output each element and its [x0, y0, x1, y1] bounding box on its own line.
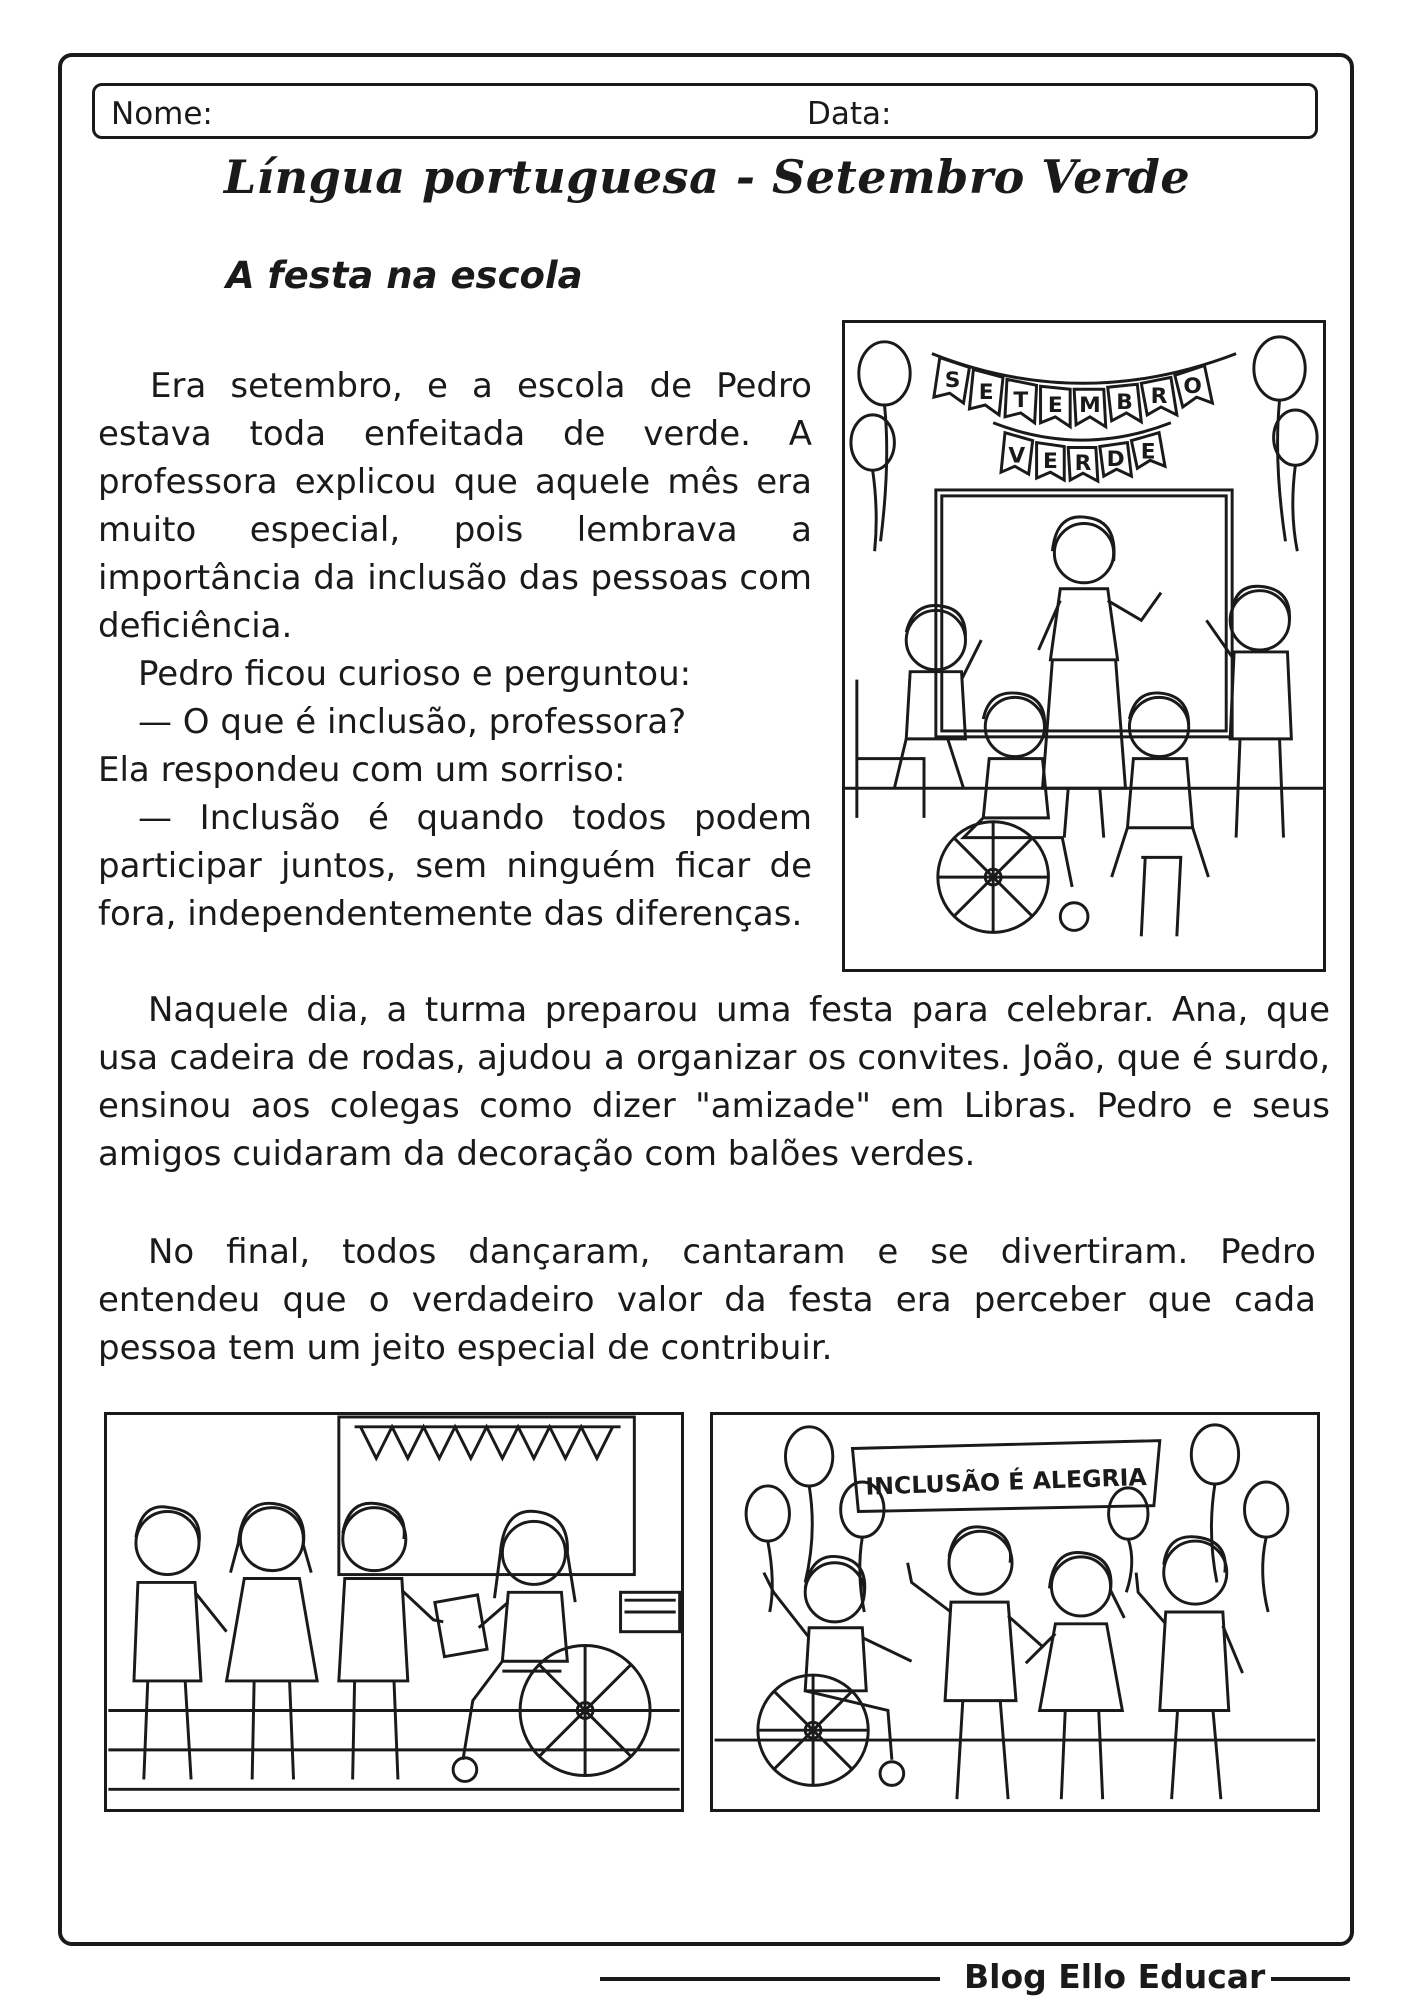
name-label: Nome: — [111, 96, 213, 132]
date-label: Data: — [807, 96, 892, 132]
banner-letter: R — [1150, 384, 1168, 410]
banner-letter: E — [1140, 439, 1156, 465]
classroom-illustration — [842, 320, 1326, 972]
paragraph-4: Ela respondeu com um sorriso: — [98, 750, 626, 790]
paragraph-5: — Inclusão é quando todos podem participar juntos, sem ninguém ficar de fora, independentemente das diferenças. — [98, 798, 812, 934]
invitations-illustration — [104, 1412, 684, 1812]
footer-rule-left — [600, 1977, 940, 1981]
banner-letter: E — [978, 380, 994, 406]
banner-text: INCLUSÃO É ALEGRIA — [864, 1462, 1148, 1501]
party-illustration — [710, 1412, 1320, 1812]
banner-letter: R — [1074, 451, 1092, 477]
banner-letter: V — [1008, 443, 1026, 469]
name-date-bar — [92, 83, 1318, 139]
banner-letter: O — [1183, 374, 1202, 400]
story-left-column — [98, 362, 812, 938]
invitations-drawing — [107, 1415, 681, 1809]
banner-letter: S — [944, 368, 961, 394]
banner-letter: D — [1106, 447, 1125, 473]
banner-letter: B — [1116, 389, 1133, 415]
banner-letter: T — [1013, 388, 1029, 413]
footer-brand: Blog Ello Educar — [958, 1957, 1271, 1996]
banner-letter: M — [1079, 392, 1101, 418]
footer-rule-right — [1262, 1977, 1350, 1981]
party-drawing — [713, 1415, 1317, 1809]
paragraph-7: No final, todos dançaram, cantaram e se divertiram. Pedro entendeu que o verdadeiro valor da festa era perceber que cada pessoa tem um jeito especial de contribuir. — [98, 1232, 1316, 1368]
banner-letter: E — [1047, 392, 1063, 418]
classroom-drawing — [845, 323, 1323, 969]
paragraph-3: — O que é inclusão, professora? — [138, 702, 687, 742]
story-title: A festa na escola — [226, 254, 583, 297]
paragraph-6: Naquele dia, a turma preparou uma festa para celebrar. Ana, que usa cadeira de rodas, ajudou a organizar os convites. João, que é surdo, ensinou aos colegas como dizer "amizade" em Libras. Pedro e seus amigos cuidaram da decoração com balões verdes. — [98, 990, 1330, 1174]
paragraph-1: Era setembro, e a escola de Pedro estava toda enfeitada de verde. A professora explicou que aquele mês era muito especial, pois lembrava a importância da inclusão das pessoas com deficiência. — [98, 366, 812, 646]
page-title: Língua portuguesa - Setembro Verde — [223, 150, 1191, 204]
paragraph-2: Pedro ficou curioso e perguntou: — [138, 654, 692, 694]
banner-letter: E — [1042, 449, 1058, 475]
